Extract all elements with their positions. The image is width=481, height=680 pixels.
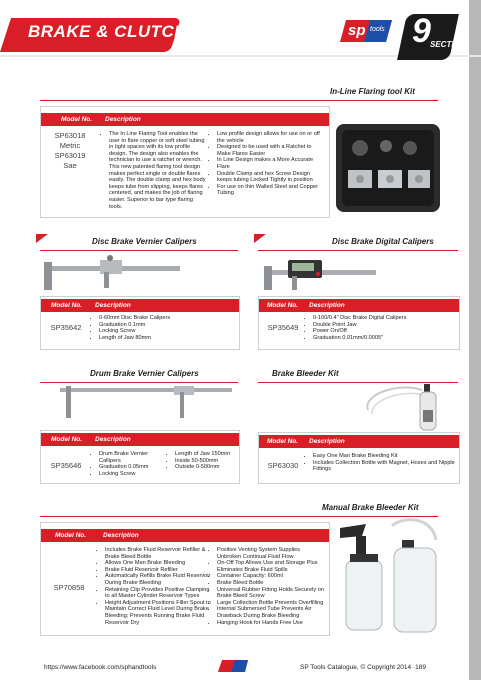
manual-bleeder-image <box>332 516 452 640</box>
desc-item: • The In Line Flaring Tool enables the user to flare copper or soft steel tubing in tight spaces with its low profile design. The design also enables the technician to use a ratchet or wrench. This new patented flaring tool design makes perfect single or double flares easily. The double clamp and hex body keeps tube from slipping, keeps flares centered, and makes the job of flaring easier. Superior to bar type flaring tools. <box>109 131 207 210</box>
desc-item: • Locking Screw <box>99 328 233 335</box>
desc-item: • Includes Collection Bottle with Magnet, Hoses and Nipple Fittings <box>313 460 455 473</box>
section-label: SECTION <box>430 40 466 49</box>
desc-item: • Length of Jaw 150mm <box>175 451 237 458</box>
bleeder-desc <box>307 453 455 473</box>
desc-item: • Length of Jaw 80mm <box>99 335 233 342</box>
footer-logo <box>218 658 252 674</box>
sp-tools-logo <box>340 16 400 46</box>
drum-caliper-image <box>56 384 236 424</box>
footer-facebook-link[interactable]: https://www.facebook.com/sphandtools <box>44 664 157 671</box>
model-code: SP35646 <box>50 461 82 470</box>
bleeder-kit-image <box>360 380 450 434</box>
model-code: SP63019 <box>54 151 86 160</box>
desc-item: • Double Point Jaw <box>313 322 455 329</box>
digital-title: Disc Brake Digital Calipers <box>332 237 434 246</box>
desc-item: • Graduation 0.01mm/0.0005" <box>313 335 455 342</box>
desc-item: • Universal Rubber Fitting Holds Securely on Brake Bleed Screw <box>217 587 325 600</box>
desc-item: • Low profile design allows for use on or off the vehicle <box>217 131 325 144</box>
model-code: SP35642 <box>50 323 82 332</box>
flaring-title: In-Line Flaring tool Kit <box>330 87 415 96</box>
col-model: Model No. <box>267 438 299 445</box>
flaring-desc-right <box>211 131 325 197</box>
desc-item: • Brake Fluid Reservoir Refiller <box>105 567 211 574</box>
page-edge-bar <box>469 0 481 680</box>
desc-item: • 0-100/0.4" Disc Brake Digital Calipers <box>313 315 455 322</box>
flaring-codes <box>41 131 99 171</box>
desc-item: • Brake Bleed Bottle <box>217 580 325 587</box>
col-model: Model No. <box>55 532 87 539</box>
digital-table <box>258 296 460 350</box>
desc-item: • Positive Venting System Supplies Unbroken Continual Fluid Flow <box>217 547 325 560</box>
drum-desc-right <box>169 451 237 471</box>
vernier-table <box>40 296 240 350</box>
model-code: SP63018 <box>54 131 86 140</box>
desc-item: • Allows One Man Brake Bleeding <box>105 560 211 567</box>
desc-item: • Height Adjustment Positions Filler Spout to Maintain Correct Fluid Level During Brake Bleeding; Prevents Running Brake Fluid Reservoir Dry <box>105 600 211 626</box>
desc-item: • Outside 0-500mm <box>175 464 237 471</box>
desc-item: • Automatically Refills Brake Fluid Reservoir During Brake Bleeding <box>105 573 211 586</box>
manual-title: Manual Brake Bleeder Kit <box>322 503 419 512</box>
desc-item: • Retaining Clip Provides Positive Clamping to all Master Cylinder Reservoir Types <box>105 587 211 600</box>
desc-item: • In Line Design makes a More Accurate Flare <box>217 157 325 170</box>
vernier-title: Disc Brake Vernier Calipers <box>92 237 197 246</box>
section-title: BRAKE & CLUTCH <box>28 22 188 41</box>
logo-text: sp <box>348 22 366 39</box>
drum-desc-left <box>93 451 169 477</box>
section-number: 9 <box>412 12 431 50</box>
desc-item: • Double Clamp and hex Screw Design keeps tubing Locked Tightly in position <box>217 171 325 184</box>
manual-desc-left <box>99 547 211 626</box>
vernier-desc <box>93 315 233 341</box>
manual-desc-right <box>211 547 325 626</box>
col-model: Model No. <box>51 436 83 443</box>
model-code: SP70858 <box>53 583 85 592</box>
flaring-desc-left <box>103 131 207 210</box>
desc-item: • Designed to be used with a Ratchet to Make Flares Easier <box>217 144 325 157</box>
model-variant: Sae <box>63 161 77 170</box>
flaring-table <box>40 106 330 218</box>
desc-item: • Inside 50-500mm <box>175 458 237 465</box>
desc-item: • 0-60mm Disc Brake Calipers <box>99 315 233 322</box>
desc-item: • Locking Screw <box>99 471 169 478</box>
title-corner <box>254 234 266 243</box>
desc-item: • Large Collection Bottle Prevents Overfilling <box>217 600 325 607</box>
desc-item: • Power On/Off <box>313 328 455 335</box>
col-model: Model No. <box>61 116 93 123</box>
col-description: Description <box>95 302 131 309</box>
col-description: Description <box>309 438 345 445</box>
bleeder-table <box>258 432 460 484</box>
bleeder-title: Brake Bleeder Kit <box>272 369 339 378</box>
col-description: Description <box>105 116 141 123</box>
desc-item: • Includes Brake Fluid Reservoir Refiller & Brake Bleed Bottle <box>105 547 211 560</box>
desc-item: • Internal Submersed Tube Prevents Air Drawback During Brake Bleeding <box>217 606 325 619</box>
title-corner <box>36 234 48 243</box>
manual-table <box>40 522 330 636</box>
desc-item: • Graduation 0.05mm <box>99 464 169 471</box>
digital-desc <box>307 315 455 341</box>
model-variant: Metric <box>59 141 81 150</box>
drum-title: Drum Brake Vernier Calipers <box>90 369 199 378</box>
col-description: Description <box>95 436 131 443</box>
flaring-tool-image <box>334 122 442 214</box>
model-code: SP63030 <box>267 461 299 470</box>
desc-item: • Drum Brake Vernier Callipers <box>99 451 169 464</box>
col-description: Description <box>309 302 345 309</box>
digital-caliper-image <box>262 252 382 292</box>
desc-item: • Container Capacity: 600ml <box>217 573 325 580</box>
logo-sub: tools <box>370 26 385 33</box>
col-model: Model No. <box>267 302 299 309</box>
col-description: Description <box>103 532 139 539</box>
drum-table <box>40 430 240 484</box>
desc-item: • On-Off Top Allows Use and Storage Plus Eliminates Brake Fluid Spills <box>217 560 325 573</box>
vernier-caliper-image <box>40 252 190 292</box>
desc-item: • Graduation 0.1mm <box>99 322 233 329</box>
desc-item: • For use on thin Walled Steel and Copper Tubing <box>217 184 325 197</box>
desc-item: • Hanging Hook for Hands Free Use <box>217 620 325 627</box>
col-model: Model No. <box>51 302 83 309</box>
model-code: SP35649 <box>267 323 299 332</box>
footer-copyright: SP Tools Catalogue, © Copyright 2014 ·189 <box>300 664 426 671</box>
desc-item: • Easy One Man Brake Bleeding Kit <box>313 453 455 460</box>
